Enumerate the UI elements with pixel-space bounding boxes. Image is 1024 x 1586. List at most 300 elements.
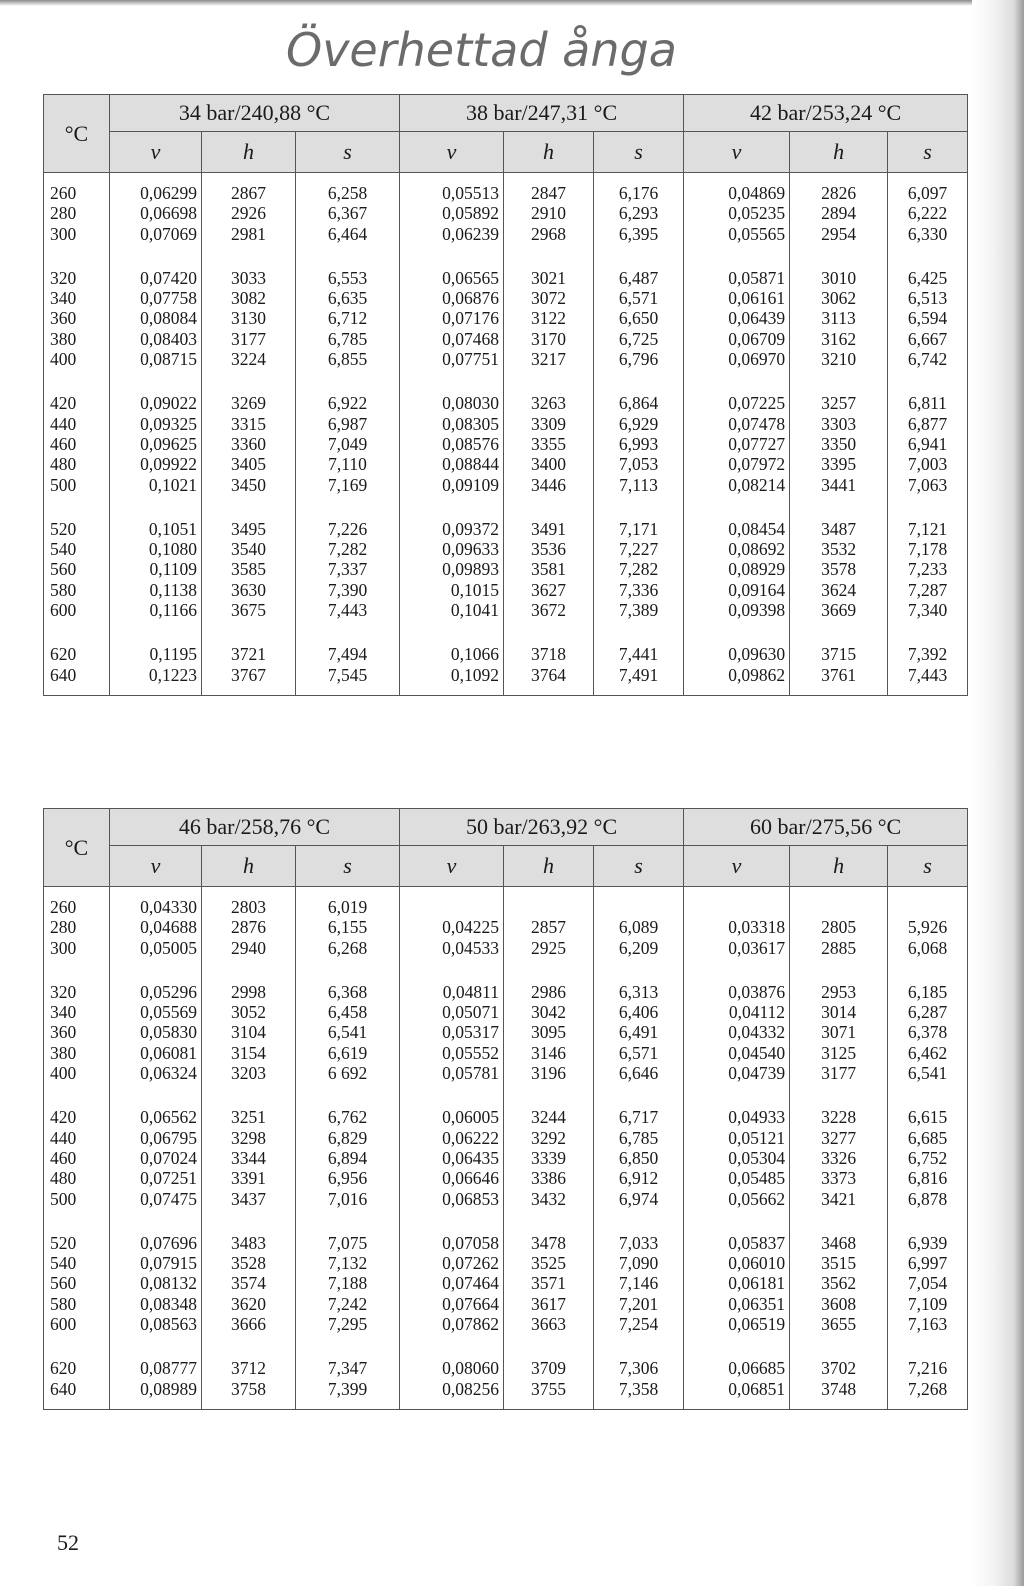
enthalpy-cell: 3162	[790, 329, 888, 349]
specific-volume-cell: 0,09022	[110, 393, 202, 413]
entropy-cell: 6,974	[594, 1189, 684, 1209]
table-row	[44, 1294, 968, 1314]
specific-volume-cell: 0,04225	[400, 917, 504, 937]
specific-volume-cell: 0,05892	[400, 203, 504, 223]
entropy-cell	[594, 897, 684, 917]
enthalpy-cell: 3292	[504, 1128, 594, 1148]
enthalpy-cell: 3748	[790, 1379, 888, 1399]
entropy-cell: 6,864	[594, 393, 684, 413]
entropy-cell: 6,097	[888, 183, 968, 203]
variable-header-v: v	[110, 846, 202, 887]
specific-volume-cell: 0,06698	[110, 203, 202, 223]
entropy-cell: 7,016	[296, 1189, 400, 1209]
specific-volume-cell: 0,06005	[400, 1107, 504, 1127]
temperature-cell: 280	[44, 917, 110, 937]
enthalpy-cell: 3010	[790, 268, 888, 288]
specific-volume-cell: 0,06299	[110, 183, 202, 203]
table-row	[44, 268, 968, 288]
enthalpy-cell: 3515	[790, 1253, 888, 1273]
entropy-cell: 7,233	[888, 559, 968, 579]
entropy-cell: 7,242	[296, 1294, 400, 1314]
specific-volume-cell: 0,1138	[110, 580, 202, 600]
specific-volume-cell: 0,07915	[110, 1253, 202, 1273]
enthalpy-cell: 2926	[202, 203, 296, 223]
enthalpy-cell: 3339	[504, 1148, 594, 1168]
entropy-cell: 7,063	[888, 475, 968, 495]
specific-volume-cell: 0,07262	[400, 1253, 504, 1273]
entropy-cell: 6,313	[594, 982, 684, 1002]
temperature-cell: 600	[44, 600, 110, 620]
enthalpy-cell: 3666	[202, 1314, 296, 1334]
specific-volume-cell: 0,07251	[110, 1168, 202, 1188]
enthalpy-cell: 2998	[202, 982, 296, 1002]
spacer-row	[44, 685, 968, 696]
specific-volume-cell: 0,08030	[400, 393, 504, 413]
entropy-cell: 6,956	[296, 1168, 400, 1188]
specific-volume-cell: 0,08576	[400, 434, 504, 454]
temperature-unit-header: °C	[44, 809, 110, 887]
enthalpy-cell: 3082	[202, 288, 296, 308]
entropy-cell: 7,054	[888, 1273, 968, 1293]
specific-volume-cell: 0,07727	[684, 434, 790, 454]
enthalpy-cell: 3495	[202, 519, 296, 539]
entropy-cell: 6,785	[594, 1128, 684, 1148]
page-binding-shadow	[972, 0, 1024, 1586]
entropy-cell: 7,336	[594, 580, 684, 600]
enthalpy-cell: 3581	[504, 559, 594, 579]
entropy-cell: 6,487	[594, 268, 684, 288]
specific-volume-cell	[684, 897, 790, 917]
spacer-row	[44, 1399, 968, 1410]
specific-volume-cell: 0,09109	[400, 475, 504, 495]
specific-volume-cell: 0,04933	[684, 1107, 790, 1127]
entropy-cell: 6,987	[296, 414, 400, 434]
specific-volume-cell: 0,06439	[684, 308, 790, 328]
enthalpy-cell: 2940	[202, 938, 296, 958]
entropy-cell: 6,571	[594, 288, 684, 308]
enthalpy-cell: 3277	[790, 1128, 888, 1148]
entropy-cell: 7,075	[296, 1233, 400, 1253]
entropy-cell: 6,742	[888, 349, 968, 369]
enthalpy-cell: 2867	[202, 183, 296, 203]
specific-volume-cell: 0,05235	[684, 203, 790, 223]
table-row	[44, 1022, 968, 1042]
entropy-cell: 7,287	[888, 580, 968, 600]
enthalpy-cell: 3217	[504, 349, 594, 369]
enthalpy-cell: 3767	[202, 665, 296, 685]
entropy-cell: 7,295	[296, 1314, 400, 1334]
specific-volume-cell	[400, 897, 504, 917]
enthalpy-cell: 3663	[504, 1314, 594, 1334]
specific-volume-cell: 0,08454	[684, 519, 790, 539]
entropy-cell: 7,358	[594, 1379, 684, 1399]
enthalpy-cell: 3487	[790, 519, 888, 539]
table-row	[44, 665, 968, 685]
steam-table-1	[43, 94, 968, 696]
temperature-cell: 380	[44, 1043, 110, 1063]
enthalpy-cell: 3373	[790, 1168, 888, 1188]
enthalpy-cell: 3170	[504, 329, 594, 349]
enthalpy-cell: 3033	[202, 268, 296, 288]
enthalpy-cell: 3624	[790, 580, 888, 600]
entropy-cell: 6,850	[594, 1148, 684, 1168]
enthalpy-cell: 3675	[202, 600, 296, 620]
enthalpy-cell: 3585	[202, 559, 296, 579]
variable-header-s: s	[888, 132, 968, 173]
table-row	[44, 938, 968, 958]
enthalpy-cell: 3021	[504, 268, 594, 288]
specific-volume-cell: 0,05485	[684, 1168, 790, 1188]
table-row	[44, 539, 968, 559]
temperature-cell: 460	[44, 1148, 110, 1168]
specific-volume-cell: 0,04739	[684, 1063, 790, 1083]
entropy-cell: 6,615	[888, 1107, 968, 1127]
variable-header-h: h	[202, 132, 296, 173]
temperature-cell: 320	[44, 268, 110, 288]
entropy-cell: 6,752	[888, 1148, 968, 1168]
enthalpy-cell: 2953	[790, 982, 888, 1002]
specific-volume-cell: 0,05304	[684, 1148, 790, 1168]
entropy-cell: 7,443	[296, 600, 400, 620]
entropy-cell: 6,222	[888, 203, 968, 223]
enthalpy-cell: 3130	[202, 308, 296, 328]
specific-volume-cell: 0,05565	[684, 224, 790, 244]
entropy-cell: 7,146	[594, 1273, 684, 1293]
enthalpy-cell: 3630	[202, 580, 296, 600]
table-row	[44, 414, 968, 434]
enthalpy-cell: 3303	[790, 414, 888, 434]
specific-volume-cell: 0,06181	[684, 1273, 790, 1293]
entropy-cell: 6,571	[594, 1043, 684, 1063]
enthalpy-cell: 3571	[504, 1273, 594, 1293]
temperature-cell: 300	[44, 224, 110, 244]
entropy-cell: 7,178	[888, 539, 968, 559]
entropy-cell: 6,922	[296, 393, 400, 413]
entropy-cell: 6,068	[888, 938, 968, 958]
variable-header-s: s	[296, 132, 400, 173]
entropy-cell: 7,188	[296, 1273, 400, 1293]
temperature-cell: 440	[44, 1128, 110, 1148]
enthalpy-cell: 3122	[504, 308, 594, 328]
specific-volume-cell: 0,06351	[684, 1294, 790, 1314]
enthalpy-cell: 3177	[790, 1063, 888, 1083]
entropy-cell: 7,132	[296, 1253, 400, 1273]
group-spacer-row	[44, 620, 968, 644]
entropy-cell: 6,089	[594, 917, 684, 937]
enthalpy-cell: 3391	[202, 1168, 296, 1188]
enthalpy-cell: 3405	[202, 454, 296, 474]
entropy-cell: 7,347	[296, 1358, 400, 1378]
table-row	[44, 600, 968, 620]
entropy-cell: 7,049	[296, 434, 400, 454]
enthalpy-cell: 3014	[790, 1002, 888, 1022]
entropy-cell: 6,619	[296, 1043, 400, 1063]
enthalpy-cell: 3620	[202, 1294, 296, 1314]
entropy-cell: 6,458	[296, 1002, 400, 1022]
table-row	[44, 329, 968, 349]
entropy-cell: 7,226	[296, 519, 400, 539]
temperature-cell: 540	[44, 539, 110, 559]
specific-volume-cell: 0,09325	[110, 414, 202, 434]
entropy-cell: 6,685	[888, 1128, 968, 1148]
variable-header-s: s	[296, 846, 400, 887]
enthalpy-cell: 3712	[202, 1358, 296, 1378]
enthalpy-cell: 3298	[202, 1128, 296, 1148]
specific-volume-cell: 0,05569	[110, 1002, 202, 1022]
specific-volume-cell: 0,07058	[400, 1233, 504, 1253]
specific-volume-cell: 0,03876	[684, 982, 790, 1002]
entropy-cell: 6,462	[888, 1043, 968, 1063]
specific-volume-cell: 0,08563	[110, 1314, 202, 1334]
enthalpy-cell: 3071	[790, 1022, 888, 1042]
temperature-unit-header: °C	[44, 95, 110, 173]
table-row	[44, 644, 968, 664]
temperature-cell: 520	[44, 1233, 110, 1253]
entropy-cell: 6,997	[888, 1253, 968, 1273]
enthalpy-cell: 3532	[790, 539, 888, 559]
enthalpy-cell: 3125	[790, 1043, 888, 1063]
pressure-header-row	[44, 809, 968, 846]
enthalpy-cell: 3386	[504, 1168, 594, 1188]
table-row	[44, 224, 968, 244]
entropy-cell: 7,121	[888, 519, 968, 539]
enthalpy-cell: 2885	[790, 938, 888, 958]
enthalpy-cell: 3154	[202, 1043, 296, 1063]
entropy-cell: 6,878	[888, 1189, 968, 1209]
entropy-cell: 6,725	[594, 329, 684, 349]
specific-volume-cell: 0,08305	[400, 414, 504, 434]
enthalpy-cell: 3400	[504, 454, 594, 474]
variable-header-s: s	[888, 846, 968, 887]
specific-volume-cell: 0,06010	[684, 1253, 790, 1273]
specific-volume-cell: 0,05296	[110, 982, 202, 1002]
enthalpy-cell: 3052	[202, 1002, 296, 1022]
table-row	[44, 1002, 968, 1022]
entropy-cell: 7,337	[296, 559, 400, 579]
temperature-cell: 540	[44, 1253, 110, 1273]
entropy-cell: 7,254	[594, 1314, 684, 1334]
enthalpy-cell: 3536	[504, 539, 594, 559]
page-number: 52	[57, 1530, 79, 1555]
table-row	[44, 434, 968, 454]
temperature-cell: 260	[44, 183, 110, 203]
entropy-cell: 7,201	[594, 1294, 684, 1314]
temperature-cell: 520	[44, 519, 110, 539]
variable-header-s: s	[594, 132, 684, 173]
enthalpy-cell: 3672	[504, 600, 594, 620]
group-spacer-row	[44, 1209, 968, 1233]
specific-volume-cell: 0,07225	[684, 393, 790, 413]
entropy-cell: 7,110	[296, 454, 400, 474]
entropy-cell: 7,389	[594, 600, 684, 620]
entropy-cell: 6,894	[296, 1148, 400, 1168]
entropy-cell: 6,368	[296, 982, 400, 1002]
temperature-cell: 580	[44, 580, 110, 600]
variable-header-v: v	[110, 132, 202, 173]
specific-volume-cell: 0,05871	[684, 268, 790, 288]
enthalpy-cell: 3627	[504, 580, 594, 600]
entropy-cell: 7,090	[594, 1253, 684, 1273]
table-row	[44, 982, 968, 1002]
specific-volume-cell: 0,04332	[684, 1022, 790, 1042]
entropy-cell: 7,282	[594, 559, 684, 579]
enthalpy-cell: 3702	[790, 1358, 888, 1378]
entropy-cell: 6,367	[296, 203, 400, 223]
specific-volume-cell: 0,06970	[684, 349, 790, 369]
enthalpy-cell: 3761	[790, 665, 888, 685]
enthalpy-cell: 2876	[202, 917, 296, 937]
temperature-cell: 560	[44, 1273, 110, 1293]
specific-volume-cell: 0,05662	[684, 1189, 790, 1209]
table-row	[44, 519, 968, 539]
specific-volume-cell: 0,07758	[110, 288, 202, 308]
temperature-cell: 500	[44, 475, 110, 495]
temperature-cell: 640	[44, 665, 110, 685]
entropy-cell: 7,494	[296, 644, 400, 664]
entropy-cell: 5,926	[888, 917, 968, 937]
table-row	[44, 203, 968, 223]
entropy-cell: 6 692	[296, 1063, 400, 1083]
enthalpy-cell: 3355	[504, 434, 594, 454]
entropy-cell: 6,541	[296, 1022, 400, 1042]
specific-volume-cell: 0,04112	[684, 1002, 790, 1022]
table-row	[44, 1314, 968, 1334]
entropy-cell: 7,340	[888, 600, 968, 620]
entropy-cell: 6,877	[888, 414, 968, 434]
specific-volume-cell: 0,1066	[400, 644, 504, 664]
group-spacer-row	[44, 244, 968, 268]
pressure-header: 60 bar/275,56 °C	[684, 809, 968, 846]
entropy-cell: 6,287	[888, 1002, 968, 1022]
enthalpy-cell: 3562	[790, 1273, 888, 1293]
enthalpy-cell: 3326	[790, 1148, 888, 1168]
enthalpy-cell: 2968	[504, 224, 594, 244]
specific-volume-cell: 0,04869	[684, 183, 790, 203]
enthalpy-cell: 3437	[202, 1189, 296, 1209]
specific-volume-cell: 0,05830	[110, 1022, 202, 1042]
entropy-cell: 6,464	[296, 224, 400, 244]
enthalpy-cell: 3350	[790, 434, 888, 454]
specific-volume-cell: 0,06646	[400, 1168, 504, 1188]
specific-volume-cell: 0,06081	[110, 1043, 202, 1063]
enthalpy-cell: 3655	[790, 1314, 888, 1334]
group-spacer-row	[44, 369, 968, 393]
entropy-cell: 7,227	[594, 539, 684, 559]
specific-volume-cell: 0,08692	[684, 539, 790, 559]
enthalpy-cell: 2894	[790, 203, 888, 223]
table-row	[44, 1253, 968, 1273]
table-row	[44, 393, 968, 413]
entropy-cell: 7,390	[296, 580, 400, 600]
specific-volume-cell: 0,08403	[110, 329, 202, 349]
temperature-cell: 420	[44, 393, 110, 413]
specific-volume-cell: 0,08132	[110, 1273, 202, 1293]
specific-volume-cell: 0,09922	[110, 454, 202, 474]
enthalpy-cell: 2986	[504, 982, 594, 1002]
entropy-cell: 7,033	[594, 1233, 684, 1253]
enthalpy-cell: 3203	[202, 1063, 296, 1083]
table-row	[44, 1063, 968, 1083]
enthalpy-cell: 3617	[504, 1294, 594, 1314]
temperature-cell: 560	[44, 559, 110, 579]
enthalpy-cell: 3228	[790, 1107, 888, 1127]
enthalpy-cell: 3263	[504, 393, 594, 413]
temperature-cell: 480	[44, 454, 110, 474]
group-spacer-row	[44, 958, 968, 982]
entropy-cell: 6,541	[888, 1063, 968, 1083]
enthalpy-cell: 3715	[790, 644, 888, 664]
entropy-cell	[888, 897, 968, 917]
enthalpy-cell: 3062	[790, 288, 888, 308]
enthalpy-cell: 3718	[504, 644, 594, 664]
specific-volume-cell: 0,08989	[110, 1379, 202, 1399]
specific-volume-cell: 0,04688	[110, 917, 202, 937]
specific-volume-cell: 0,09372	[400, 519, 504, 539]
specific-volume-cell: 0,1080	[110, 539, 202, 559]
enthalpy-cell: 3360	[202, 434, 296, 454]
variable-header-h: h	[790, 846, 888, 887]
entropy-cell: 7,306	[594, 1358, 684, 1378]
steam-table-body	[44, 173, 968, 696]
table-row	[44, 580, 968, 600]
enthalpy-cell: 3528	[202, 1253, 296, 1273]
entropy-cell: 6,929	[594, 414, 684, 434]
pressure-header: 42 bar/253,24 °C	[684, 95, 968, 132]
entropy-cell: 6,717	[594, 1107, 684, 1127]
entropy-cell: 6,513	[888, 288, 968, 308]
specific-volume-cell: 0,1015	[400, 580, 504, 600]
specific-volume-cell: 0,06851	[684, 1379, 790, 1399]
table-row	[44, 1128, 968, 1148]
spacer-row	[44, 173, 968, 184]
specific-volume-cell: 0,07478	[684, 414, 790, 434]
entropy-cell: 6,646	[594, 1063, 684, 1083]
variable-header-h: h	[504, 132, 594, 173]
page-top-shadow	[0, 0, 1024, 6]
enthalpy-cell: 3755	[504, 1379, 594, 1399]
entropy-cell: 6,762	[296, 1107, 400, 1127]
table-row	[44, 1379, 968, 1399]
specific-volume-cell: 0,05552	[400, 1043, 504, 1063]
specific-volume-cell: 0,06519	[684, 1314, 790, 1334]
temperature-cell: 640	[44, 1379, 110, 1399]
enthalpy-cell: 3113	[790, 308, 888, 328]
specific-volume-cell: 0,08060	[400, 1358, 504, 1378]
temperature-cell: 500	[44, 1189, 110, 1209]
enthalpy-cell: 3483	[202, 1233, 296, 1253]
specific-volume-cell: 0,1041	[400, 600, 504, 620]
table-row	[44, 308, 968, 328]
entropy-cell: 6,330	[888, 224, 968, 244]
temperature-cell: 420	[44, 1107, 110, 1127]
specific-volume-cell: 0,07696	[110, 1233, 202, 1253]
enthalpy-cell: 3478	[504, 1233, 594, 1253]
specific-volume-cell: 0,06853	[400, 1189, 504, 1209]
specific-volume-cell: 0,1166	[110, 600, 202, 620]
enthalpy-cell: 3344	[202, 1148, 296, 1168]
temperature-cell: 460	[44, 434, 110, 454]
table-row	[44, 1233, 968, 1253]
enthalpy-cell: 2925	[504, 938, 594, 958]
enthalpy-cell: 2847	[504, 183, 594, 203]
entropy-cell: 6,912	[594, 1168, 684, 1188]
specific-volume-cell: 0,09862	[684, 665, 790, 685]
enthalpy-cell: 3608	[790, 1294, 888, 1314]
table-row	[44, 454, 968, 474]
entropy-cell: 6,993	[594, 434, 684, 454]
table-row	[44, 349, 968, 369]
entropy-cell: 6,155	[296, 917, 400, 937]
